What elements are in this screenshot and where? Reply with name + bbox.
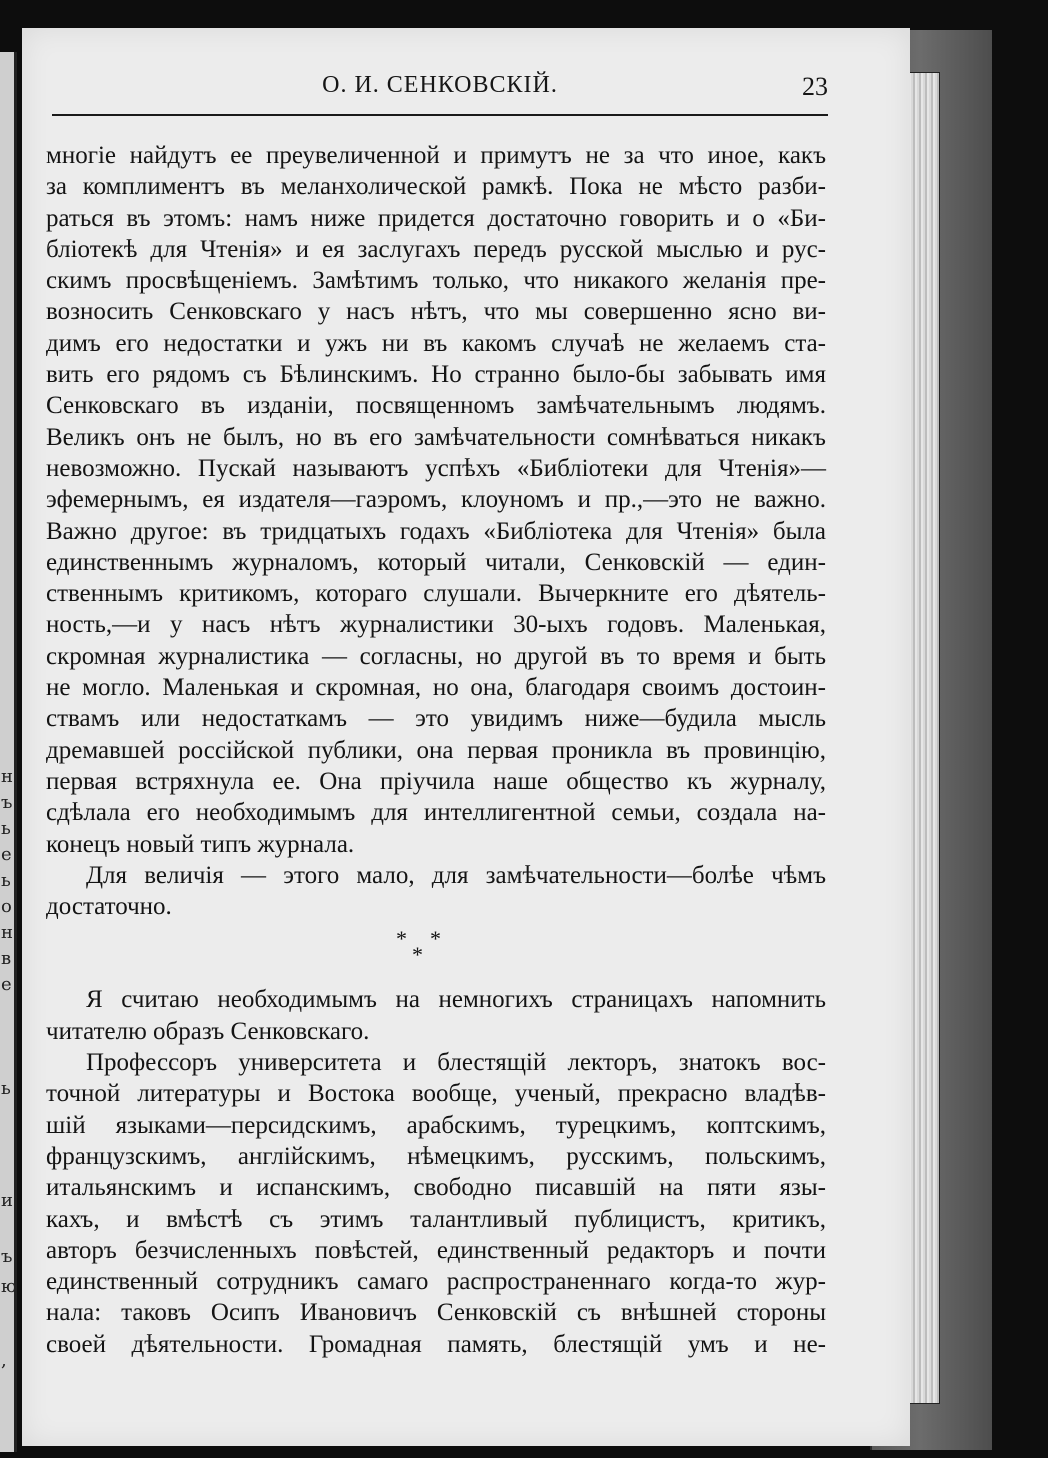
asterisk: * bbox=[412, 942, 423, 968]
text-line: своей дѣятельности. Громадная память, блестящій умъ и не- bbox=[46, 1330, 826, 1358]
text-line: Важно другое: въ тридцатыхъ годахъ «Библіотека для Чтенія» была bbox=[46, 517, 826, 545]
text-line: Я считаю необходимымъ на немногихъ страницахъ напомнить bbox=[86, 986, 826, 1014]
text-line: невозможно. Пускай называютъ успѣхъ «Библіотеки для Чтенія»— bbox=[46, 454, 826, 482]
margin-fragment: о bbox=[1, 896, 12, 917]
text-line: возносить Сенковскаго у насъ нѣтъ, что мы совершенно ясно ви- bbox=[46, 298, 826, 326]
margin-fragment: е bbox=[1, 844, 12, 865]
text-line: нала: таковъ Осипъ Ивановичъ Сенковскій съ внѣшней стороны bbox=[46, 1299, 826, 1327]
text-line: димъ его недостатки и ужъ ни въ какомъ случаѣ не желаемъ ста- bbox=[46, 329, 826, 357]
text-line: скимъ просвѣщеніемъ. Замѣтимъ только, что никакого желанія пре- bbox=[46, 267, 826, 295]
text-line: достаточно. bbox=[46, 893, 172, 921]
text-line: за комплиментъ въ меланхолической рамкѣ. Пока не мѣсто разби- bbox=[46, 173, 826, 201]
book-page bbox=[22, 28, 910, 1446]
margin-fragment: е bbox=[1, 974, 12, 995]
page-number: 23 bbox=[802, 72, 828, 101]
text-line: конецъ новый типъ журнала. bbox=[46, 830, 355, 858]
text-line: ственнымъ критикомъ, котораго слушали. Вычеркните его дѣятель- bbox=[46, 580, 826, 608]
text-line: французскимъ, англійскимъ, нѣмецкимъ, русскимъ, польскимъ, bbox=[46, 1142, 826, 1170]
body-text bbox=[46, 140, 826, 1360]
text-line: эфемернымъ, ея издателя—гаэромъ, клоуномъ и пр.,—это не важно. bbox=[46, 486, 826, 514]
text-line: дремавшей россійской публики, она первая проникла въ провинцію, bbox=[46, 736, 826, 764]
margin-fragment: ю bbox=[1, 1276, 17, 1297]
text-line: ность,—и у насъ нѣтъ журналистики 30-ыхъ годовъ. Маленькая, bbox=[46, 611, 826, 639]
text-line: первая встряхнула ее. Она пріучила наше общество къ журналу, bbox=[46, 767, 826, 795]
margin-fragment: н bbox=[1, 922, 13, 943]
text-line: Профессоръ университета и блестящій лекторъ, знатокъ вос- bbox=[86, 1049, 826, 1077]
text-line: точной литературы и Востока вообще, ученый, прекрасно владѣв- bbox=[46, 1080, 826, 1108]
margin-fragment: ъ bbox=[1, 792, 13, 813]
page-header bbox=[52, 72, 828, 112]
asterisk: * bbox=[430, 926, 441, 952]
text-line: многіе найдутъ ее преувеличенной и примутъ не за что иное, какъ bbox=[46, 142, 826, 169]
section-separator bbox=[46, 922, 826, 984]
text-line: бліотекѣ для Чтенія» и ея заслугахъ передъ русской мыслью и рус- bbox=[46, 235, 826, 263]
running-head: О. И. СЕНКОВСКІЙ. bbox=[322, 72, 558, 98]
text-line: единственнымъ журналомъ, который читали, Сенковскій — един- bbox=[46, 548, 826, 576]
margin-fragment: ъ bbox=[1, 1246, 13, 1267]
text-line: Для величія — этого мало, для замѣчательности—болѣе чѣмъ bbox=[86, 861, 826, 889]
text-line: ствамъ или недостаткамъ — это увидимъ ниже—будила мысль bbox=[46, 705, 826, 733]
margin-fragment: ь bbox=[1, 1078, 11, 1099]
asterisk: * bbox=[396, 926, 407, 952]
text-line: Сенковскаго въ изданіи, посвященномъ замѣчательнымъ людямъ. bbox=[46, 392, 826, 420]
text-line: шій языками—персидскимъ, арабскимъ, турецкимъ, коптскимъ, bbox=[46, 1111, 826, 1139]
header-rule bbox=[52, 114, 828, 116]
margin-fragment: , bbox=[1, 1350, 7, 1371]
text-line: единственный сотрудникъ самаго распространеннаго когда-то жур- bbox=[46, 1268, 826, 1296]
text-line: вить его рядомъ съ Бѣлинскимъ. Но странно было-бы забывать имя bbox=[46, 361, 826, 389]
margin-fragment: ь bbox=[1, 870, 11, 891]
text-line: не могло. Маленькая и скромная, но она, благодаря своимъ достоин- bbox=[46, 674, 826, 702]
text-line: скромная журналистика — согласны, но другой въ то время и быть bbox=[46, 642, 826, 670]
text-line: раться въ этомъ: намъ ниже придется достаточно говорить и о «Би- bbox=[46, 204, 826, 232]
text-line: кахъ, и вмѣстѣ съ этимъ талантливый публицистъ, критикъ, bbox=[46, 1205, 826, 1233]
text-line: итальянскимъ и испанскимъ, свободно писавшій на пяти язы- bbox=[46, 1174, 826, 1202]
facing-page-edge bbox=[0, 52, 17, 1452]
facing-page-fragments bbox=[0, 52, 17, 1452]
text-line: Великъ онъ не былъ, но въ его замѣчательности сомнѣваться никакъ bbox=[46, 423, 826, 451]
text-line: авторъ безчисленныхъ повѣстей, единственный редакторъ и почти bbox=[46, 1236, 826, 1264]
text-line: сдѣлала его необходимымъ для интеллигентной семьи, создала на- bbox=[46, 799, 826, 827]
margin-fragment: и bbox=[1, 1190, 13, 1211]
margin-fragment: ь bbox=[1, 818, 11, 839]
margin-fragment: в bbox=[1, 948, 12, 969]
margin-fragment: н bbox=[1, 766, 13, 787]
text-line: читателю образъ Сенковскаго. bbox=[46, 1017, 370, 1045]
